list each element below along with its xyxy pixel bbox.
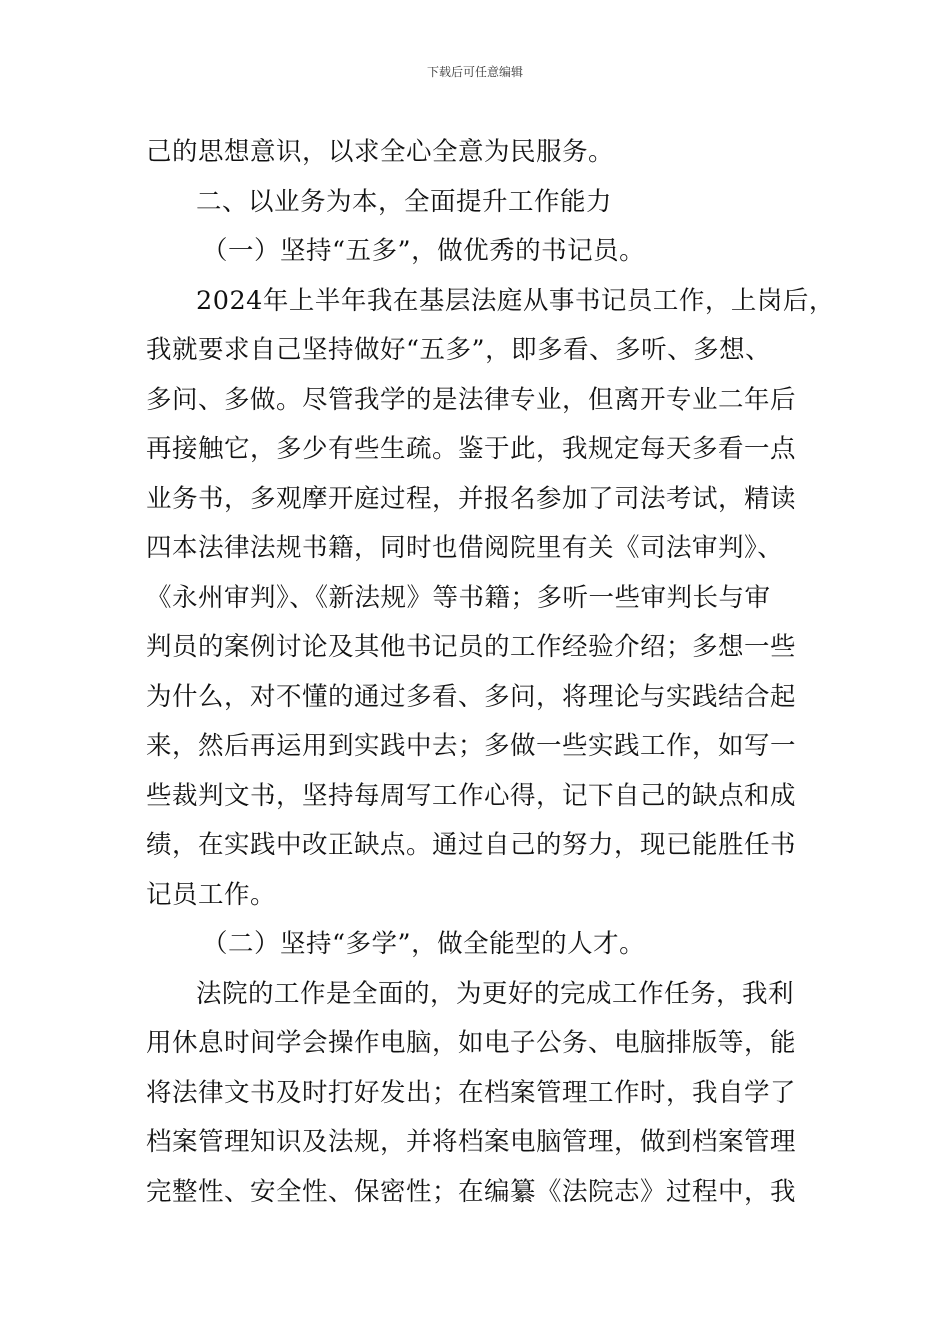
text-line: 四本法律法规书籍，同时也借阅院里有关《司法审判》、 <box>146 533 784 563</box>
subsection-heading: （二）坚持“多学”，做全能型的人才。 <box>202 929 646 959</box>
text-line: 完整性、安全性、保密性；在编纂《法院志》过程中，我 <box>146 1176 797 1207</box>
text-line: 用休息时间学会操作电脑，如电子公务、电脑排版等，能 <box>146 1028 797 1058</box>
text-line: 2024年上半年我在基层法庭从事书记员工作，上岗后， <box>196 285 835 316</box>
section-heading: 二、以业务为本，全面提升工作能力 <box>196 186 613 217</box>
text-line: 为什么，对不懂的通过多看、多问，将理论与实践结合起 <box>146 681 797 712</box>
text-line: 多问、多做。尽管我学的是法律专业，但离开专业二年后 <box>146 384 797 415</box>
text-line: 《永州审判》、《新法规》等书籍；多听一些审判长与审 <box>146 582 771 613</box>
text-line: 记员工作。 <box>146 879 277 910</box>
page-header: 下载后可任意编辑 <box>426 65 523 79</box>
text-line: 判员的案例讨论及其他书记员的工作经验介绍；多想一些 <box>146 632 797 662</box>
text-line: 绩，在实践中改正缺点。通过自己的努力，现已能胜任书 <box>146 830 797 860</box>
text-line: 我就要求自己坚持做好“五多”，即多看、多听、多想、 <box>146 335 772 365</box>
text-line: 来，然后再运用到实践中去；多做一些实践工作，如写一 <box>146 731 797 761</box>
subsection-heading: （一）坚持“五多”，做优秀的书记员。 <box>202 236 646 266</box>
text-line: 档案管理知识及法规，并将档案电脑管理，做到档案管理 <box>146 1127 797 1157</box>
text-line: 己的思想意识，以求全心全意为民服务。 <box>146 137 615 167</box>
text-line: 将法律文书及时打好发出；在档案管理工作时，我自学了 <box>146 1077 797 1108</box>
text-line: 法院的工作是全面的，为更好的完成工作任务，我利 <box>196 978 795 1009</box>
document-body <box>146 128 846 1217</box>
text-line: 再接触它，多少有些生疏。鉴于此，我规定每天多看一点 <box>146 434 797 464</box>
text-line: 业务书，多观摩开庭过程，并报名参加了司法考试，精读 <box>146 483 797 514</box>
text-line: 些裁判文书，坚持每周写工作心得，记下自己的缺点和成 <box>146 780 797 811</box>
